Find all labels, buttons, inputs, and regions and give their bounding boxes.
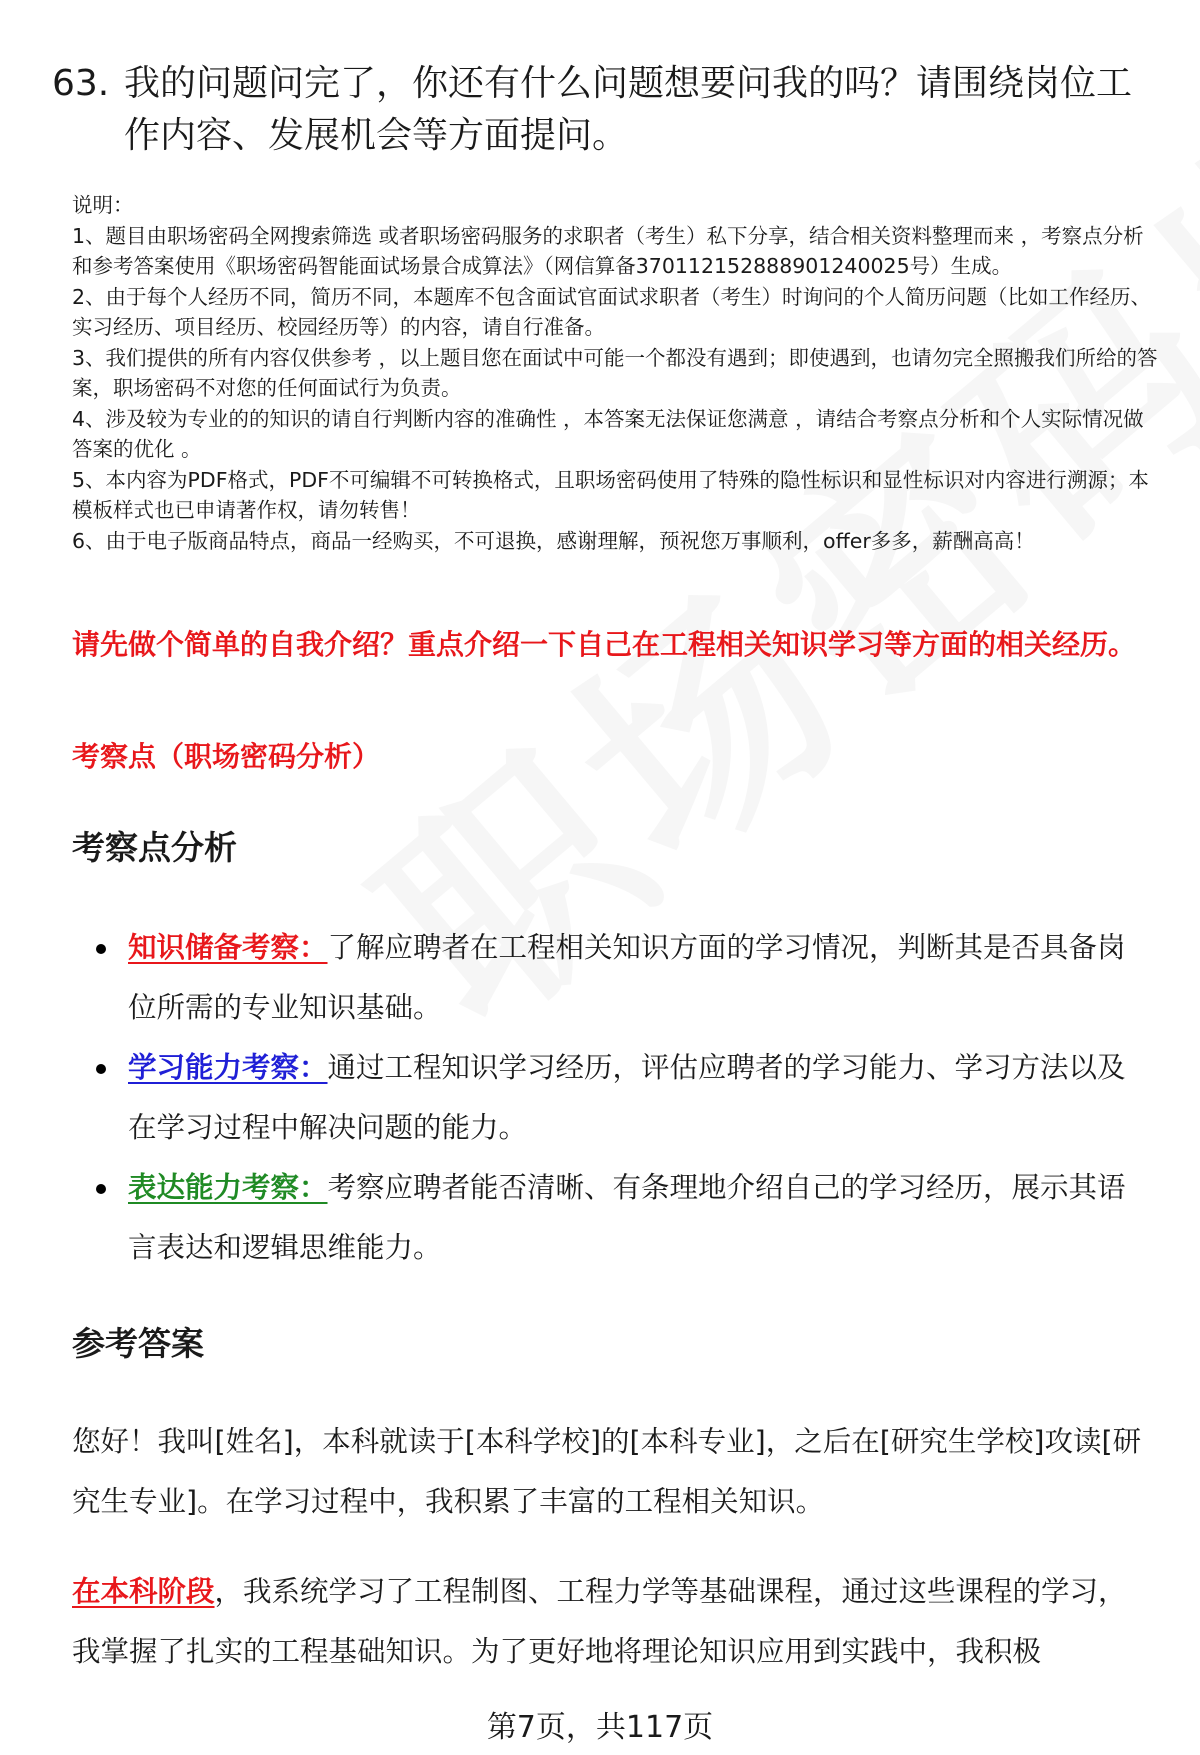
bullet-text: 通过工程知识学习经历，评估应聘者的学习能力、学习方法以及在学习过程中解决问题的能力。 <box>128 1051 1126 1144</box>
answer-heading: 参考答案 <box>72 1324 204 1363</box>
notes-item: 2、由于每个人经历不同，简历不同，本题库不包含面试官面试求职者（考生）时询问的个人简历问题（比如工作经历、实习经历、项目经历、校园经历等）的内容，请自行准备。 <box>72 284 1152 339</box>
notes-item: 5、本内容为PDF格式，PDF不可编辑不可转换格式，且职场密码使用了特殊的隐性标识和显性标识对内容进行溯源；本模板样式也已申请著作权，请勿转售！ <box>72 467 1149 522</box>
analysis-bullet <box>72 918 1152 1038</box>
analysis-bullet <box>72 1038 1152 1158</box>
notes-title: 说明： <box>72 193 134 217</box>
bullet-text: 了解应聘者在工程相关知识方面的学习情况，判断其是否具备岗位所需的专业知识基础。 <box>128 931 1126 1024</box>
answer-text: ，我系统学习了工程制图、工程力学等基础课程，通过这些课程的学习，我掌握了扎实的工程基础知识。为了更好地将理论知识应用到实践中，我积极 <box>72 1575 1127 1668</box>
question-text: 我的问题问完了，你还有什么问题想要问我的吗？请围绕岗位工作内容、发展机会等方面提问。 <box>124 63 1133 156</box>
notes-item: 1、题目由职场密码全网搜索筛选 或者职场密码服务的求职者（考生）私下分享，结合相关资料整理而来 ，考察点分析和参考答案使用《职场密码智能面试场景合成算法》（网信算备370112152888901240025号）生成。 <box>72 223 1144 278</box>
question-number: 63. <box>52 63 110 104</box>
answer-paragraph: 您好！我叫[姓名]，本科就读于[本科学校]的[本科专业]，之后在[研究生学校]攻读[研究生专业]。在学习过程中，我积累了丰富的工程相关知识。 <box>72 1425 1142 1518</box>
page-footer: 第7页，共117页 <box>486 1710 714 1745</box>
analysis-bullet <box>72 1158 1152 1278</box>
analysis-list <box>72 918 1152 1278</box>
bullet-label-knowledge: 知识储备考察： <box>128 931 328 964</box>
answer-paragraph <box>72 1562 1152 1682</box>
intro-question: 请先做个简单的自我介绍？重点介绍一下自己在工程相关知识学习等方面的相关经历。 <box>72 628 1137 661</box>
question-title <box>52 58 1152 162</box>
kaochadian-label: 考察点（职场密码分析） <box>72 740 381 773</box>
bullet-label-expression: 表达能力考察： <box>128 1171 328 1204</box>
notes-item: 6、由于电子版商品特点，商品一经购买，不可退换，感谢理解，预祝您万事顺利，offer多多，薪酬高高！ <box>72 528 1035 553</box>
answer-highlight: 在本科阶段 <box>72 1575 215 1608</box>
notes-section <box>72 190 1162 556</box>
analysis-heading: 考察点分析 <box>72 828 237 867</box>
notes-item: 4、涉及较为专业的的知识的请自行判断内容的准确性 ，本答案无法保证您满意 ，请结合考察点分析和个人实际情况做答案的优化 。 <box>72 406 1144 461</box>
bullet-label-learning: 学习能力考察： <box>128 1051 328 1084</box>
notes-item: 3、我们提供的所有内容仅供参考 ，以上题目您在面试中可能一个都没有遇到；即使遇到，也请勿完全照搬我们所给的答案，职场密码不对您的任何面试行为负责。 <box>72 345 1158 400</box>
bullet-text: 考察应聘者能否清晰、有条理地介绍自己的学习经历，展示其语言表达和逻辑思维能力。 <box>128 1171 1126 1264</box>
